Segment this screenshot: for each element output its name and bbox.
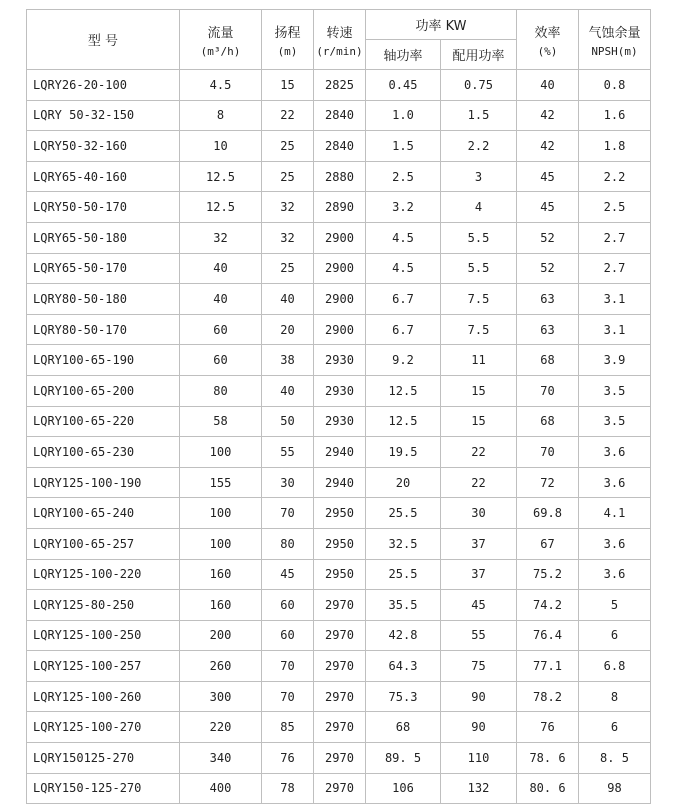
table-row: [27, 314, 651, 345]
cell-motor-power: 2.2: [441, 131, 517, 162]
cell-shaft-power: 25.5: [366, 498, 441, 529]
cell-npsh: 1.8: [579, 131, 651, 162]
cell-efficiency: 72: [517, 467, 579, 498]
cell-model: LQRY125-100-270: [27, 712, 180, 743]
cell-motor-power: 4: [441, 192, 517, 223]
cell-speed: 2840: [314, 100, 366, 131]
cell-shaft-power: 2.5: [366, 161, 441, 192]
cell-shaft-power: 68: [366, 712, 441, 743]
cell-npsh: 3.1: [579, 314, 651, 345]
cell-model: LQRY100-65-200: [27, 375, 180, 406]
cell-motor-power: 7.5: [441, 314, 517, 345]
cell-speed: 2930: [314, 345, 366, 376]
cell-model: LQRY150125-270: [27, 743, 180, 774]
cell-model: LQRY125-100-250: [27, 620, 180, 651]
cell-flow: 300: [180, 681, 262, 712]
cell-npsh: 3.6: [579, 528, 651, 559]
header-head: 扬程 (m): [262, 10, 314, 70]
cell-npsh: 8: [579, 681, 651, 712]
cell-npsh: 3.9: [579, 345, 651, 376]
cell-flow: 220: [180, 712, 262, 743]
table-row: [27, 100, 651, 131]
cell-model: LQRY100-65-220: [27, 406, 180, 437]
cell-flow: 160: [180, 559, 262, 590]
cell-npsh: 6.8: [579, 651, 651, 682]
cell-head: 70: [262, 498, 314, 529]
cell-flow: 100: [180, 528, 262, 559]
cell-model: LQRY50-50-170: [27, 192, 180, 223]
cell-speed: 2930: [314, 406, 366, 437]
header-npsh: 气蚀余量 NPSH(m): [579, 10, 651, 70]
table-row: [27, 528, 651, 559]
cell-flow: 8: [180, 100, 262, 131]
table-row: [27, 131, 651, 162]
cell-flow: 58: [180, 406, 262, 437]
cell-flow: 260: [180, 651, 262, 682]
cell-head: 40: [262, 375, 314, 406]
cell-flow: 340: [180, 743, 262, 774]
cell-shaft-power: 20: [366, 467, 441, 498]
cell-flow: 400: [180, 773, 262, 804]
cell-efficiency: 63: [517, 314, 579, 345]
cell-npsh: 6: [579, 712, 651, 743]
cell-flow: 4.5: [180, 70, 262, 101]
cell-head: 70: [262, 681, 314, 712]
cell-npsh: 0.8: [579, 70, 651, 101]
cell-motor-power: 90: [441, 712, 517, 743]
header-flow: 流量 (m³/h): [180, 10, 262, 70]
cell-npsh: 2.2: [579, 161, 651, 192]
cell-efficiency: 78.2: [517, 681, 579, 712]
cell-model: LQRY125-100-220: [27, 559, 180, 590]
cell-motor-power: 75: [441, 651, 517, 682]
cell-model: LQRY100-65-190: [27, 345, 180, 376]
cell-head: 30: [262, 467, 314, 498]
cell-efficiency: 68: [517, 406, 579, 437]
table-row: [27, 161, 651, 192]
cell-shaft-power: 0.45: [366, 70, 441, 101]
cell-speed: 2970: [314, 651, 366, 682]
cell-efficiency: 69.8: [517, 498, 579, 529]
cell-speed: 2970: [314, 712, 366, 743]
table-row: [27, 620, 651, 651]
cell-npsh: 3.6: [579, 559, 651, 590]
cell-efficiency: 68: [517, 345, 579, 376]
cell-head: 25: [262, 253, 314, 284]
cell-efficiency: 75.2: [517, 559, 579, 590]
cell-npsh: 98: [579, 773, 651, 804]
cell-model: LQRY65-50-180: [27, 222, 180, 253]
cell-shaft-power: 1.5: [366, 131, 441, 162]
table-row: [27, 559, 651, 590]
cell-speed: 2880: [314, 161, 366, 192]
cell-efficiency: 42: [517, 100, 579, 131]
table-row: [27, 345, 651, 376]
cell-shaft-power: 25.5: [366, 559, 441, 590]
cell-head: 70: [262, 651, 314, 682]
cell-efficiency: 63: [517, 284, 579, 315]
cell-model: LQRY80-50-170: [27, 314, 180, 345]
cell-head: 15: [262, 70, 314, 101]
cell-motor-power: 22: [441, 437, 517, 468]
cell-flow: 100: [180, 437, 262, 468]
cell-flow: 60: [180, 314, 262, 345]
cell-npsh: 1.6: [579, 100, 651, 131]
header-shaft-power: 轴功率: [366, 40, 441, 70]
cell-speed: 2940: [314, 467, 366, 498]
cell-head: 45: [262, 559, 314, 590]
cell-head: 76: [262, 743, 314, 774]
cell-flow: 80: [180, 375, 262, 406]
cell-head: 25: [262, 161, 314, 192]
cell-npsh: 8. 5: [579, 743, 651, 774]
cell-shaft-power: 106: [366, 773, 441, 804]
cell-shaft-power: 42.8: [366, 620, 441, 651]
cell-flow: 40: [180, 284, 262, 315]
cell-flow: 100: [180, 498, 262, 529]
cell-motor-power: 7.5: [441, 284, 517, 315]
cell-model: LQRY 50-32-150: [27, 100, 180, 131]
cell-speed: 2970: [314, 681, 366, 712]
cell-model: LQRY100-65-230: [27, 437, 180, 468]
cell-flow: 60: [180, 345, 262, 376]
cell-motor-power: 0.75: [441, 70, 517, 101]
cell-npsh: 3.5: [579, 406, 651, 437]
table-row: [27, 498, 651, 529]
spec-table-body: [27, 70, 651, 804]
header-model: 型 号: [27, 10, 180, 70]
cell-motor-power: 3: [441, 161, 517, 192]
cell-shaft-power: 89. 5: [366, 743, 441, 774]
cell-efficiency: 76.4: [517, 620, 579, 651]
cell-motor-power: 1.5: [441, 100, 517, 131]
cell-flow: 12.5: [180, 161, 262, 192]
table-row: [27, 222, 651, 253]
table-row: [27, 743, 651, 774]
cell-shaft-power: 12.5: [366, 375, 441, 406]
cell-shaft-power: 12.5: [366, 406, 441, 437]
cell-motor-power: 5.5: [441, 253, 517, 284]
table-row: [27, 192, 651, 223]
cell-efficiency: 70: [517, 375, 579, 406]
cell-flow: 12.5: [180, 192, 262, 223]
cell-shaft-power: 4.5: [366, 222, 441, 253]
cell-flow: 200: [180, 620, 262, 651]
cell-head: 25: [262, 131, 314, 162]
cell-speed: 2970: [314, 620, 366, 651]
cell-speed: 2900: [314, 314, 366, 345]
table-row: [27, 437, 651, 468]
cell-model: LQRY80-50-180: [27, 284, 180, 315]
cell-motor-power: 37: [441, 559, 517, 590]
table-row: [27, 590, 651, 621]
cell-shaft-power: 75.3: [366, 681, 441, 712]
cell-speed: 2940: [314, 437, 366, 468]
cell-model: LQRY125-100-190: [27, 467, 180, 498]
cell-shaft-power: 19.5: [366, 437, 441, 468]
cell-head: 22: [262, 100, 314, 131]
cell-speed: 2950: [314, 498, 366, 529]
cell-motor-power: 22: [441, 467, 517, 498]
cell-head: 78: [262, 773, 314, 804]
cell-model: LQRY125-100-260: [27, 681, 180, 712]
cell-efficiency: 52: [517, 222, 579, 253]
cell-motor-power: 15: [441, 375, 517, 406]
cell-npsh: 2.7: [579, 253, 651, 284]
cell-head: 55: [262, 437, 314, 468]
header-row-1: [27, 10, 651, 40]
table-row: [27, 681, 651, 712]
cell-shaft-power: 9.2: [366, 345, 441, 376]
cell-efficiency: 78. 6: [517, 743, 579, 774]
pump-spec-table: [26, 9, 651, 804]
cell-speed: 2890: [314, 192, 366, 223]
cell-head: 32: [262, 192, 314, 223]
cell-shaft-power: 6.7: [366, 284, 441, 315]
cell-head: 85: [262, 712, 314, 743]
cell-model: LQRY65-40-160: [27, 161, 180, 192]
cell-motor-power: 11: [441, 345, 517, 376]
cell-model: LQRY65-50-170: [27, 253, 180, 284]
cell-model: LQRY125-80-250: [27, 590, 180, 621]
cell-model: LQRY26-20-100: [27, 70, 180, 101]
cell-speed: 2825: [314, 70, 366, 101]
cell-head: 40: [262, 284, 314, 315]
cell-efficiency: 70: [517, 437, 579, 468]
cell-efficiency: 80. 6: [517, 773, 579, 804]
cell-npsh: 3.5: [579, 375, 651, 406]
cell-speed: 2950: [314, 528, 366, 559]
cell-efficiency: 67: [517, 528, 579, 559]
cell-motor-power: 90: [441, 681, 517, 712]
cell-npsh: 2.5: [579, 192, 651, 223]
cell-speed: 2970: [314, 773, 366, 804]
cell-model: LQRY100-65-240: [27, 498, 180, 529]
cell-head: 32: [262, 222, 314, 253]
cell-model: LQRY100-65-257: [27, 528, 180, 559]
cell-speed: 2930: [314, 375, 366, 406]
table-row: [27, 70, 651, 101]
cell-efficiency: 76: [517, 712, 579, 743]
cell-shaft-power: 32.5: [366, 528, 441, 559]
cell-model: LQRY50-32-160: [27, 131, 180, 162]
header-power: 功率 KW: [366, 10, 517, 40]
cell-model: LQRY125-100-257: [27, 651, 180, 682]
cell-efficiency: 45: [517, 161, 579, 192]
cell-motor-power: 37: [441, 528, 517, 559]
table-row: [27, 284, 651, 315]
cell-flow: 155: [180, 467, 262, 498]
table-row: [27, 712, 651, 743]
table-row: [27, 651, 651, 682]
cell-shaft-power: 6.7: [366, 314, 441, 345]
cell-speed: 2970: [314, 743, 366, 774]
cell-head: 60: [262, 590, 314, 621]
cell-npsh: 5: [579, 590, 651, 621]
header-motor-power: 配用功率: [441, 40, 517, 70]
cell-speed: 2900: [314, 222, 366, 253]
cell-speed: 2840: [314, 131, 366, 162]
cell-efficiency: 77.1: [517, 651, 579, 682]
cell-efficiency: 40: [517, 70, 579, 101]
cell-shaft-power: 3.2: [366, 192, 441, 223]
spec-table-wrapper: [26, 9, 651, 804]
cell-flow: 160: [180, 590, 262, 621]
cell-speed: 2970: [314, 590, 366, 621]
table-row: [27, 253, 651, 284]
cell-motor-power: 45: [441, 590, 517, 621]
cell-flow: 10: [180, 131, 262, 162]
cell-speed: 2900: [314, 253, 366, 284]
cell-shaft-power: 35.5: [366, 590, 441, 621]
cell-speed: 2950: [314, 559, 366, 590]
cell-head: 20: [262, 314, 314, 345]
cell-efficiency: 74.2: [517, 590, 579, 621]
cell-motor-power: 55: [441, 620, 517, 651]
table-row: [27, 773, 651, 804]
cell-shaft-power: 64.3: [366, 651, 441, 682]
table-row: [27, 375, 651, 406]
cell-motor-power: 15: [441, 406, 517, 437]
cell-head: 60: [262, 620, 314, 651]
cell-efficiency: 52: [517, 253, 579, 284]
cell-npsh: 2.7: [579, 222, 651, 253]
header-speed: 转速 (r/min): [314, 10, 366, 70]
cell-motor-power: 30: [441, 498, 517, 529]
cell-head: 38: [262, 345, 314, 376]
cell-flow: 32: [180, 222, 262, 253]
table-row: [27, 467, 651, 498]
cell-npsh: 3.6: [579, 437, 651, 468]
header-efficiency: 效率 (%): [517, 10, 579, 70]
cell-motor-power: 132: [441, 773, 517, 804]
cell-npsh: 3.1: [579, 284, 651, 315]
cell-flow: 40: [180, 253, 262, 284]
cell-speed: 2900: [314, 284, 366, 315]
cell-model: LQRY150-125-270: [27, 773, 180, 804]
cell-head: 80: [262, 528, 314, 559]
cell-shaft-power: 4.5: [366, 253, 441, 284]
cell-motor-power: 110: [441, 743, 517, 774]
cell-head: 50: [262, 406, 314, 437]
cell-npsh: 3.6: [579, 467, 651, 498]
cell-npsh: 4.1: [579, 498, 651, 529]
cell-npsh: 6: [579, 620, 651, 651]
cell-efficiency: 42: [517, 131, 579, 162]
cell-motor-power: 5.5: [441, 222, 517, 253]
table-row: [27, 406, 651, 437]
cell-shaft-power: 1.0: [366, 100, 441, 131]
cell-efficiency: 45: [517, 192, 579, 223]
